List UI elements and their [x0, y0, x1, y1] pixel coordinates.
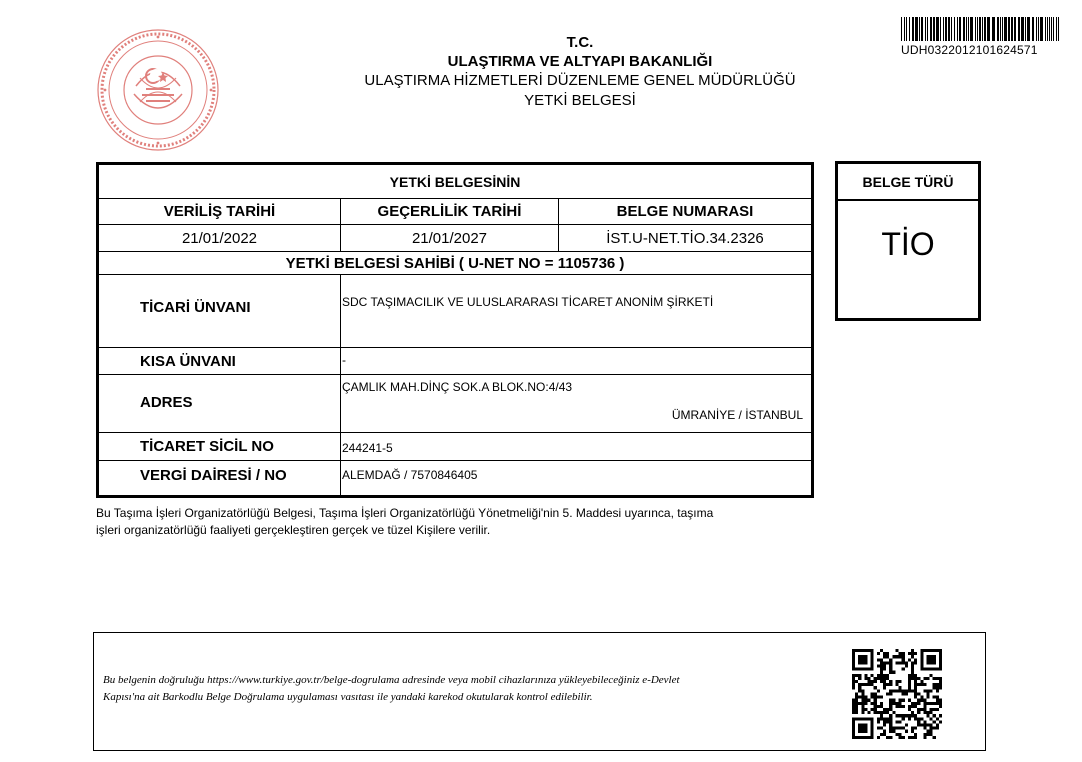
- table-title: YETKİ BELGESİNİN: [389, 173, 521, 190]
- verification-text: [103, 672, 843, 705]
- legal-note: [96, 505, 816, 538]
- trade-name-label: TİCARİ ÜNVANI: [140, 299, 251, 316]
- verification-line-2: Kapısı'na ait Barkodlu Belge Doğrulama uygulaması vasıtası ile yandaki karekod okutularak kontrol edilebilir.: [103, 690, 593, 703]
- header-line-tc: T.C.: [566, 34, 594, 51]
- header-line-directorate: ULAŞTIRMA HİZMETLERİ DÜZENLEME GENEL MÜDÜRLÜĞÜ: [364, 72, 796, 89]
- validity-date-value: 21/01/2027: [340, 225, 558, 251]
- verification-line-1: Bu belgenin doğruluğu https://www.turkiye.gov.tr/belge-dogrulama adresinde veya mobil cihazlarınıza yükleyebileceğiniz e-Devlet: [103, 674, 680, 686]
- authorization-table: [96, 162, 814, 498]
- table-header-row: [99, 199, 811, 225]
- registry-label: TİCARET SİCİL NO: [140, 438, 274, 455]
- address-line-1: ÇAMLIK MAH.DİNÇ SOK.A BLOK.NO:4/43: [342, 380, 573, 394]
- ministry-seal-icon: [96, 28, 220, 152]
- registry-row: [99, 433, 811, 461]
- qr-code-icon[interactable]: [852, 649, 942, 739]
- barcode-number: UDH0322012101624571: [901, 43, 1038, 57]
- short-name-row: [99, 348, 811, 375]
- verification-box: [93, 632, 986, 751]
- tax-value: ALEMDAĞ / 7570846405: [342, 468, 478, 482]
- trade-name-row: [99, 275, 811, 348]
- column-issue-date: VERİLİŞ TARİHİ: [163, 203, 276, 220]
- document-header: [300, 34, 860, 110]
- address-line-2: ÜMRANİYE / İSTANBUL: [671, 408, 803, 422]
- document-type-value: TİO: [881, 226, 935, 262]
- table-title-row: [99, 165, 811, 199]
- header-line-document-title: YETKİ BELGESİ: [524, 92, 636, 109]
- tax-label: VERGİ DAİRESİ / NO: [140, 467, 287, 484]
- legal-note-line-2: işleri organizatörlüğü faaliyeti gerçekleştiren gerçek ve tüzel Kişilere verilir.: [96, 522, 491, 537]
- owner-heading: YETKİ BELGESİ SAHİBİ ( U-NET NO = 1105736 ): [285, 254, 625, 272]
- header-line-ministry: ULAŞTIRMA VE ALTYAPI BAKANLIĞI: [447, 53, 713, 70]
- address-label: ADRES: [140, 394, 193, 411]
- trade-name-value: SDC TAŞIMACILIK VE ULUSLARARASI TİCARET ANONİM ŞİRKETİ: [342, 295, 714, 309]
- owner-heading-row: [99, 252, 811, 275]
- short-name-label: KISA ÜNVANI: [140, 353, 236, 370]
- table-value-row: [99, 225, 811, 252]
- document-type-box: [835, 161, 981, 321]
- issue-date-value: 21/01/2022: [181, 229, 258, 247]
- legal-note-line-1: Bu Taşıma İşleri Organizatörlüğü Belgesi, Taşıma İşleri Organizatörlüğü Yönetmeliği'nin 5. Maddesi uyarınca, taşıma: [96, 506, 714, 520]
- column-validity-date: GEÇERLİLİK TARİHİ: [340, 199, 558, 224]
- barcode-icon: [901, 17, 1063, 41]
- column-document-number: BELGE NUMARASI: [558, 199, 811, 224]
- short-name-value: -: [342, 353, 346, 367]
- document-type-label: BELGE TÜRÜ: [838, 164, 978, 201]
- address-row: [99, 375, 811, 433]
- registry-value: 244241-5: [342, 441, 393, 455]
- document-number-value: İST.U-NET.TİO.34.2326: [558, 225, 811, 251]
- tax-row: [99, 461, 811, 495]
